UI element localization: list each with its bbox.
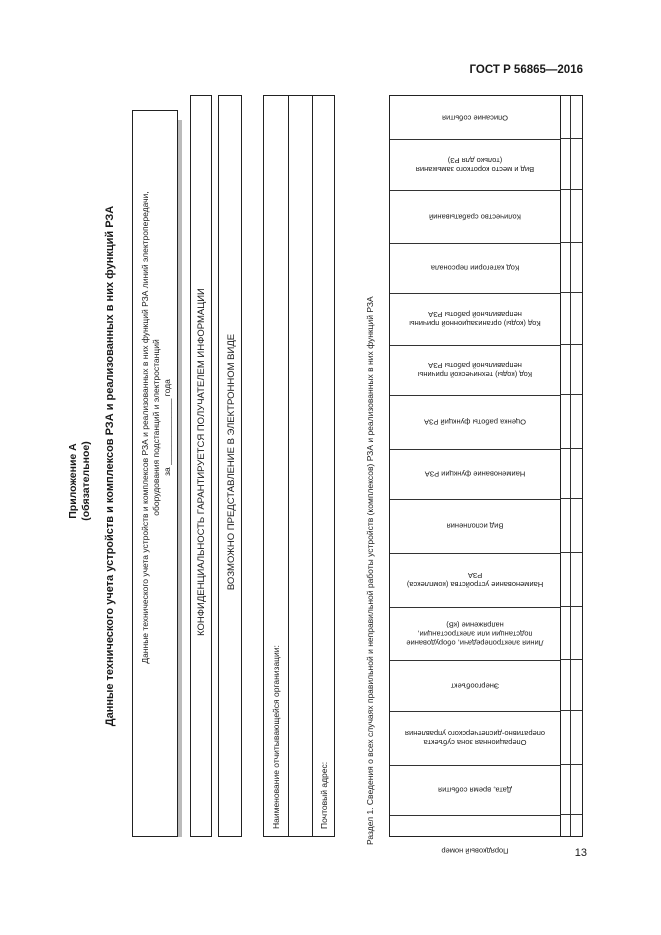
column-header-label: Операционная зона субъекта оперативно-диспетчерского управления: [404, 729, 545, 747]
data-columns: [560, 96, 582, 836]
column-header-label: Описание события: [442, 113, 508, 122]
form-header-line2: оборудования подстанций и электростанций: [151, 339, 161, 516]
column-header: [390, 499, 560, 554]
column-header-label: Наименование функции РЗА: [424, 469, 526, 479]
appendix-heading: [20, 420, 140, 540]
data-row-divider: [560, 448, 582, 449]
column-header: [390, 395, 560, 450]
appendix-title: Приложение А: [67, 443, 79, 519]
column-header: [390, 345, 560, 396]
page-number: 13: [574, 847, 587, 859]
data-row-divider: [560, 292, 582, 293]
column-header: [390, 139, 560, 191]
confidential-box: [190, 95, 212, 837]
data-row-divider: [560, 344, 582, 345]
column-header-label: Оценка работы функций РЗА: [424, 417, 527, 427]
data-row-divider: [560, 659, 582, 660]
organization-table: [263, 95, 335, 837]
column-header-label: Код (коды) технической причины неправильной работы РЗА: [417, 361, 533, 379]
column-header: [390, 711, 560, 766]
postal-label: Почтовый адрес:: [319, 761, 329, 829]
column-header: [390, 243, 560, 294]
form-header-line1: Данные технического учета устройств и комплексов РЗА и реализованных в них функций РЗА линий электропередачи,: [140, 191, 150, 664]
column-header: [390, 607, 560, 661]
column-header-label: Код категории персонала: [430, 263, 520, 273]
org-name-label: Наименование отчитывающейся организации:: [271, 645, 281, 829]
section-title: Раздел 1. Сведения о всех случаях правильной и неправильной работы устройств (комплексов) РЗА и реализованных в них функций РЗА: [365, 296, 375, 845]
data-row-divider: [560, 606, 582, 607]
data-row-divider: [560, 498, 582, 499]
column-header: [390, 765, 560, 816]
main-title: Данные технического учета устройств и комплексов РЗА и реализованных в них функций РЗА: [104, 205, 116, 727]
column-header: [390, 815, 560, 887]
form-box-shadow: [178, 120, 182, 837]
column-header: [390, 96, 560, 140]
confidential-text: КОНФИДЕНЦИАЛЬНОСТЬ ГАРАНТИРУЕТСЯ ПОЛУЧАТЕЛЕМ ИНФОРМАЦИИ: [196, 288, 207, 636]
section-title-wrap: [365, 190, 384, 845]
column-header-label: Порядковый номер: [441, 846, 509, 856]
column-header-label: Линия электропередачи, оборудование подстанции или электростанции, напряжение (кВ): [406, 620, 544, 647]
data-row-divider: [560, 242, 582, 243]
appendix-subtitle: (обязательное): [80, 441, 92, 521]
column-headers: [390, 96, 561, 856]
column-header: [390, 449, 560, 500]
form-header-line3: за ______________ года: [162, 379, 172, 476]
column-header-label: Вид исполнения: [446, 521, 504, 531]
data-row-divider: [560, 394, 582, 395]
org-divider-2: [312, 96, 313, 836]
electronic-box: [218, 95, 242, 837]
column-header-label: Количество срабатываний: [429, 212, 521, 221]
column-header: [390, 293, 560, 346]
data-row-divider: [560, 764, 582, 765]
column-header: [390, 190, 560, 244]
org-divider-1: [288, 96, 289, 836]
main-title-wrap: [100, 180, 122, 760]
column-header-label: Наименование устройства (комплекса) РЗА: [406, 571, 544, 589]
data-row-divider: [560, 814, 582, 815]
column-header-label: Энергообъект: [450, 681, 500, 690]
data-column-divider: [570, 96, 571, 836]
column-header-label: Вид и место короткого замыкания (только для РЗ): [415, 155, 535, 174]
data-row-divider: [560, 138, 582, 139]
form-header-box: [132, 110, 178, 837]
data-row-divider: [560, 710, 582, 711]
column-header-label: Код (коды) организационной причины неправильной работы РЗА: [409, 310, 541, 328]
column-header: [390, 553, 560, 608]
data-row-divider: [560, 189, 582, 190]
standard-designation: ГОСТ Р 56865—2016: [469, 64, 583, 76]
column-header: [390, 660, 560, 712]
column-header-label: Дата, время события: [438, 785, 512, 795]
electronic-text: ВОЗМОЖНО ПРЕДСТАВЛЕНИЕ В ЭЛЕКТРОННОМ ВИДЕ: [226, 333, 237, 591]
data-row-divider: [560, 552, 582, 553]
